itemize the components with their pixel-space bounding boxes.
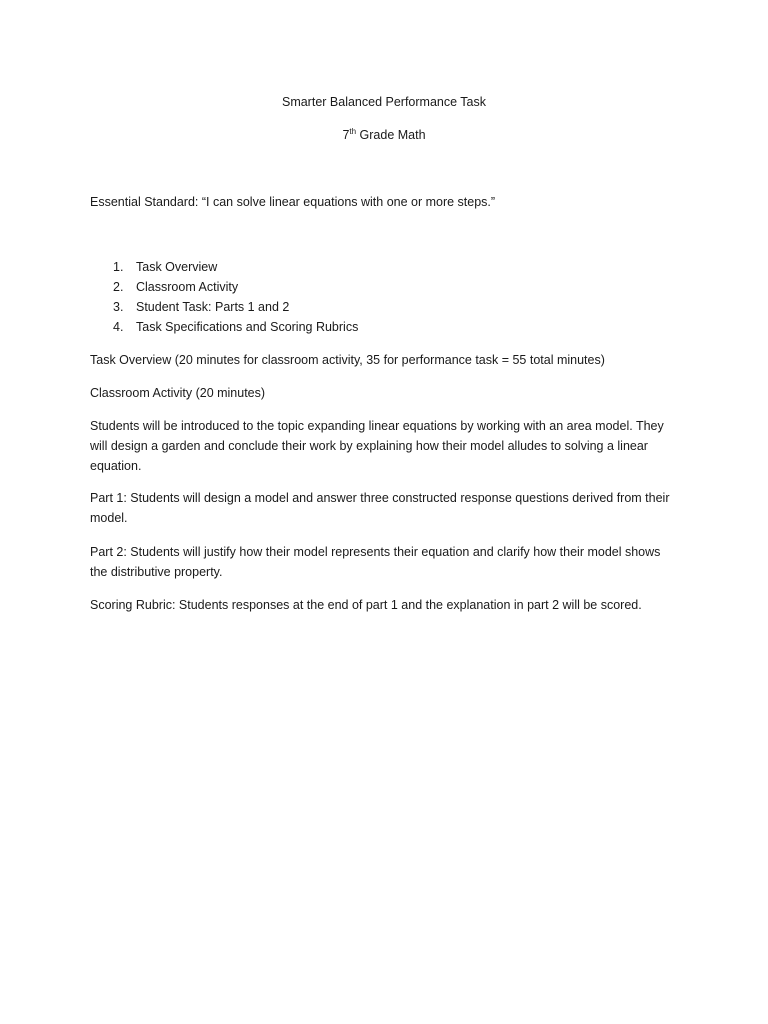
toc-item-label: Task Specifications and Scoring Rubrics [136, 320, 359, 334]
scoring-rubric-paragraph: Scoring Rubric: Students responses at the end of part 1 and the explanation in part 2 will be scored. [90, 598, 642, 612]
grade-rest: Grade Math [356, 128, 426, 142]
toc-item-number: 2. [113, 280, 124, 294]
grade-heading [0, 128, 768, 142]
toc-item [113, 277, 358, 297]
document-title: Smarter Balanced Performance Task [281, 95, 487, 109]
grade-suffix: th [349, 126, 357, 136]
essential-standard: Essential Standard: “I can solve linear equations with one or more steps.” [90, 195, 496, 209]
grade-number: 7 [342, 128, 350, 142]
toc-item [113, 297, 358, 317]
toc-item-number: 1. [113, 260, 124, 274]
toc-item-label: Task Overview [136, 260, 218, 274]
toc-item-label: Classroom Activity [136, 280, 239, 294]
toc-item [113, 317, 358, 337]
task-overview: Task Overview (20 minutes for classroom activity, 35 for performance task = 55 total minutes) [90, 353, 605, 367]
toc-item-number: 4. [113, 320, 124, 334]
table-of-contents [113, 257, 358, 337]
intro-paragraph: Students will be introduced to the topic expanding linear equations by working with an area model. They will design a garden and conclude their work by explaining how their model alludes to solving a linear equation. [90, 419, 664, 473]
part-2-paragraph: Part 2: Students will justify how their model represents their equation and clarify how their model shows the distributive property. [90, 545, 661, 579]
toc-item-label: Student Task: Parts 1 and 2 [136, 300, 290, 314]
classroom-activity: Classroom Activity (20 minutes) [90, 386, 266, 400]
part-1-paragraph: Part 1: Students will design a model and answer three constructed response questions derived from their model. [90, 491, 670, 525]
toc-item [113, 257, 358, 277]
toc-item-number: 3. [113, 300, 124, 314]
